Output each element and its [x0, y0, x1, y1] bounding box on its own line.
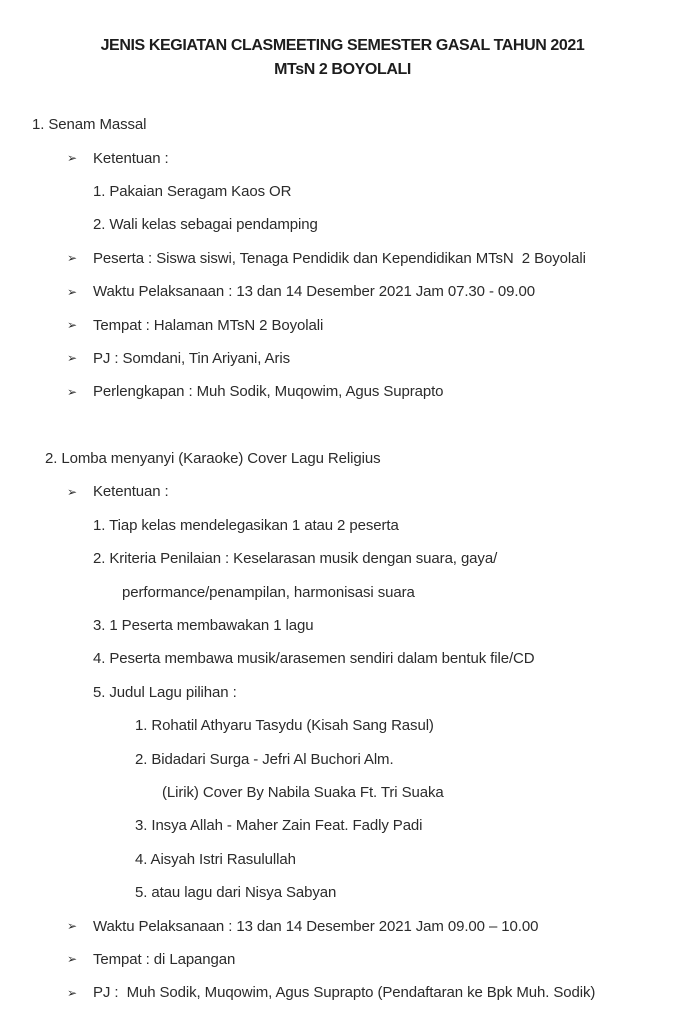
song-item-3: [0, 809, 685, 842]
arrow-bullet-icon: ➢: [67, 919, 77, 934]
section-1-heading: 1. Senam Massal: [32, 116, 147, 134]
song-item-1: [0, 709, 685, 742]
bullet-label: Tempat : Halaman MTsN 2 Boyolali: [93, 316, 324, 334]
sub-item-satu-lagu: [0, 609, 685, 642]
song-item-label: 3. Insya Allah - Maher Zain Feat. Fadly Padi: [135, 817, 423, 835]
section-2-heading: 2. Lomba menyanyi (Karaoke) Cover Lagu Religius: [45, 450, 381, 468]
arrow-bullet-icon: ➢: [67, 318, 77, 333]
arrow-bullet-icon: ➢: [67, 952, 77, 967]
sub-item-kriteria: [0, 542, 685, 575]
bullet-label: Ketentuan :: [93, 149, 169, 167]
arrow-bullet-icon: ➢: [67, 284, 77, 299]
bullet-ketentuan-1: [0, 141, 685, 174]
song-item-5: [0, 876, 685, 909]
sub-item-label: 1. Tiap kelas mendelegasikan 1 atau 2 peserta: [93, 516, 399, 534]
bullet-waktu-2: [0, 909, 685, 942]
bullet-label: Peserta : Siswa siswi, Tenaga Pendidik dan Kependidikan MTsN 2 Boyolali: [93, 249, 586, 267]
arrow-bullet-icon: ➢: [67, 484, 77, 499]
document-title: [0, 0, 685, 82]
sub-item-wali-kelas: [0, 208, 685, 241]
sub-item-label: 3. 1 Peserta membawakan 1 lagu: [93, 617, 314, 635]
song-item-label: (Lirik) Cover By Nabila Suaka Ft. Tri Suaka: [162, 784, 444, 801]
bullet-label: PJ : Somdani, Tin Ariyani, Aris: [93, 349, 290, 367]
sub-item-label: 2. Kriteria Penilaian : Keselarasan musik dengan suara, gaya/: [93, 550, 498, 568]
song-item-4: [0, 843, 685, 876]
bullet-label: PJ : Muh Sodik, Muqowim, Agus Suprapto (Pendaftaran ke Bpk Muh. Sodik): [93, 984, 596, 1002]
song-item-2-continuation: [0, 776, 685, 809]
sub-item-label: performance/penampilan, harmonisasi suara: [122, 583, 415, 601]
bullet-label: Waktu Pelaksanaan : 13 dan 14 Desember 2021 Jam 07.30 - 09.00: [93, 283, 535, 301]
bullet-label: Perlengkapan : Muh Sodik, Muqowim, Agus Suprapto: [93, 383, 444, 401]
song-item-2: [0, 742, 685, 775]
title-line-2: MTsN 2 BOYOLALI: [274, 61, 411, 78]
bullet-pj-1: [0, 342, 685, 375]
arrow-bullet-icon: ➢: [67, 384, 77, 399]
sub-item-musik-sendiri: [0, 642, 685, 675]
arrow-bullet-icon: ➢: [67, 985, 77, 1000]
sub-item-label: 2. Wali kelas sebagai pendamping: [93, 216, 318, 234]
song-item-label: 1. Rohatil Athyaru Tasydu (Kisah Sang Rasul): [135, 717, 434, 735]
sub-item-label: 1. Pakaian Seragam Kaos OR: [93, 182, 292, 200]
sub-item-judul-lagu: [0, 676, 685, 709]
song-item-label: 5. atau lagu dari Nisya Sabyan: [135, 884, 337, 902]
bullet-waktu-1: [0, 275, 685, 308]
title-line-1: JENIS KEGIATAN CLASMEETING SEMESTER GASAL TAHUN 2021: [100, 37, 585, 54]
bullet-label: Ketentuan :: [93, 483, 169, 501]
bullet-tempat-2: [0, 943, 685, 976]
bullet-peserta-1: [0, 242, 685, 275]
document-body: [0, 108, 685, 1010]
section-lomba-menyanyi: [0, 442, 685, 1010]
section-senam-massal: [0, 108, 685, 409]
arrow-bullet-icon: ➢: [67, 151, 77, 166]
bullet-tempat-1: [0, 308, 685, 341]
arrow-bullet-icon: ➢: [67, 251, 77, 266]
sub-item-label: 5. Judul Lagu pilihan :: [93, 683, 237, 701]
bullet-label: Waktu Pelaksanaan : 13 dan 14 Desember 2021 Jam 09.00 – 10.00: [93, 917, 539, 935]
sub-item-kriteria-continuation: [0, 575, 685, 608]
bullet-perlengkapan: [0, 375, 685, 408]
bullet-pj-2: [0, 976, 685, 1009]
arrow-bullet-icon: ➢: [67, 351, 77, 366]
bullet-ketentuan-2: [0, 475, 685, 508]
sub-item-delegasi: [0, 509, 685, 542]
song-item-label: 2. Bidadari Surga - Jefri Al Buchori Alm.: [135, 750, 394, 768]
sub-item-pakaian: [0, 175, 685, 208]
bullet-label: Tempat : di Lapangan: [93, 950, 236, 968]
song-item-label: 4. Aisyah Istri Rasulullah: [135, 850, 296, 868]
sub-item-label: 4. Peserta membawa musik/arasemen sendiri dalam bentuk file/CD: [93, 650, 535, 668]
